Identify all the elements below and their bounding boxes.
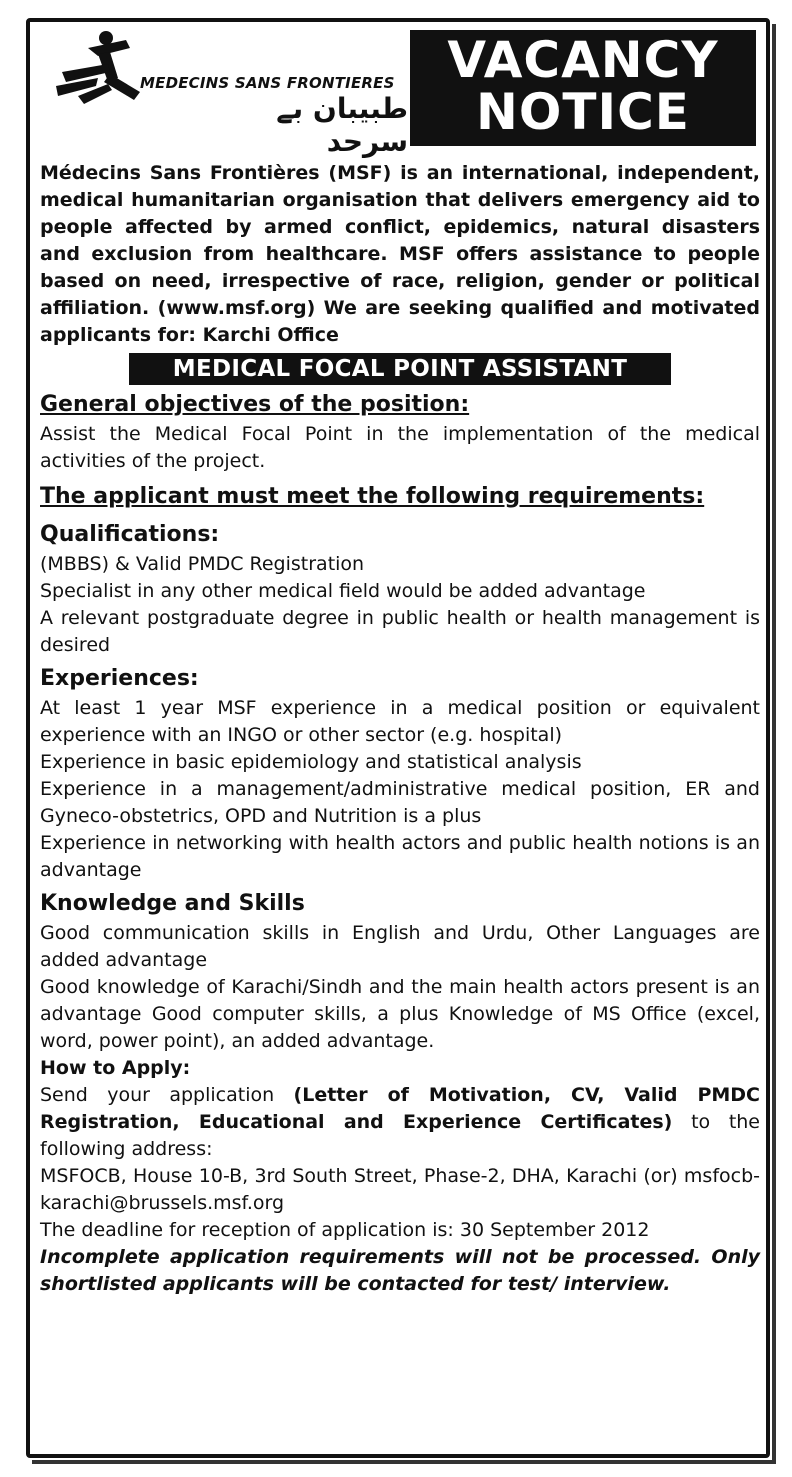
vacancy-notice-banner	[410, 30, 756, 146]
apply-send-prefix: Send your application	[40, 1084, 275, 1106]
qualification-line: A relevant postgraduate degree in public health or health management is desired	[40, 607, 760, 656]
msf-running-man-icon	[48, 26, 168, 106]
apply-note: Incomplete application requirements will not be processed. Only shortlisted applicants will be contacted for test/ interview.	[40, 1246, 760, 1295]
apply-deadline: The deadline for reception of application is: 30 September 2012	[40, 1219, 650, 1241]
skills-line: Good communication skills in English and Urdu, Other Languages are added advantage	[40, 922, 760, 971]
vacancy-title-line2: NOTICE	[476, 83, 690, 141]
experience-line: Experience in a management/administrative medical position, ER and Gyneco-obstetrics, OPD and Nutrition is a plus	[40, 778, 760, 827]
apply-instructions	[40, 1082, 760, 1163]
requirements-heading: The applicant must meet the following requirements:	[40, 484, 705, 509]
intro-paragraph: Médecins Sans Frontières (MSF) is an international, independent, medical humanitarian organisation that delivers emergency aid to people affected by armed conflict, epidemics, natural disasters and exclusion from healthcare. MSF offers assistance to people based on need, irrespective of race, religion, gender or political affiliation. (www.msf.org) We are seeking qualified and motivated applicants for: Karchi Office	[40, 162, 760, 346]
objectives-heading: General objectives of the position:	[40, 392, 470, 417]
apply-send-suffix: to the following address:	[40, 1111, 760, 1160]
notice-header	[40, 26, 760, 158]
qualifications-heading: Qualifications:	[40, 522, 220, 547]
experience-line: Experience in networking with health actors and public health notions is an advantage	[40, 832, 760, 881]
apply-heading: How to Apply:	[40, 1057, 191, 1079]
experiences-heading: Experiences:	[40, 666, 199, 691]
msf-logo	[48, 26, 408, 158]
skills-heading: Knowledge and Skills	[40, 891, 305, 916]
apply-documents: (Letter of Motivation, CV, Valid PMDC Registration, Educational and Experience Certificates)	[40, 1084, 760, 1133]
msf-logo-urdu: طبیبان بے سرحد	[276, 92, 408, 158]
position-title: MEDICAL FOCAL POINT ASSISTANT	[129, 353, 671, 385]
qualification-line: (MBBS) & Valid PMDC Registration	[40, 553, 365, 575]
qualification-line: Specialist in any other medical field would be added advantage	[40, 580, 646, 602]
vacancy-title-line1: VACANCY	[447, 31, 719, 89]
skills-line: Good knowledge of Karachi/Sindh and the main health actors present is an advantage Good computer skills, a plus Knowledge of MS Office (excel, word, power point), an added advantage.	[40, 976, 760, 1052]
objectives-text: Assist the Medical Focal Point in the implementation of the medical activities of the project.	[40, 423, 760, 472]
notice-content	[40, 26, 760, 1298]
experience-line: At least 1 year MSF experience in a medical position or equivalent experience with an INGO or other sector (e.g. hospital)	[40, 697, 760, 746]
experience-line: Experience in basic epidemiology and statistical analysis	[40, 751, 582, 773]
apply-address: MSFOCB, House 10-B, 3rd South Street, Phase-2, DHA, Karachi (or) msfocb-karachi@brussels.msf.org	[40, 1165, 760, 1214]
msf-logo-text: MEDECINS SANS FRONTIERES	[140, 74, 395, 92]
